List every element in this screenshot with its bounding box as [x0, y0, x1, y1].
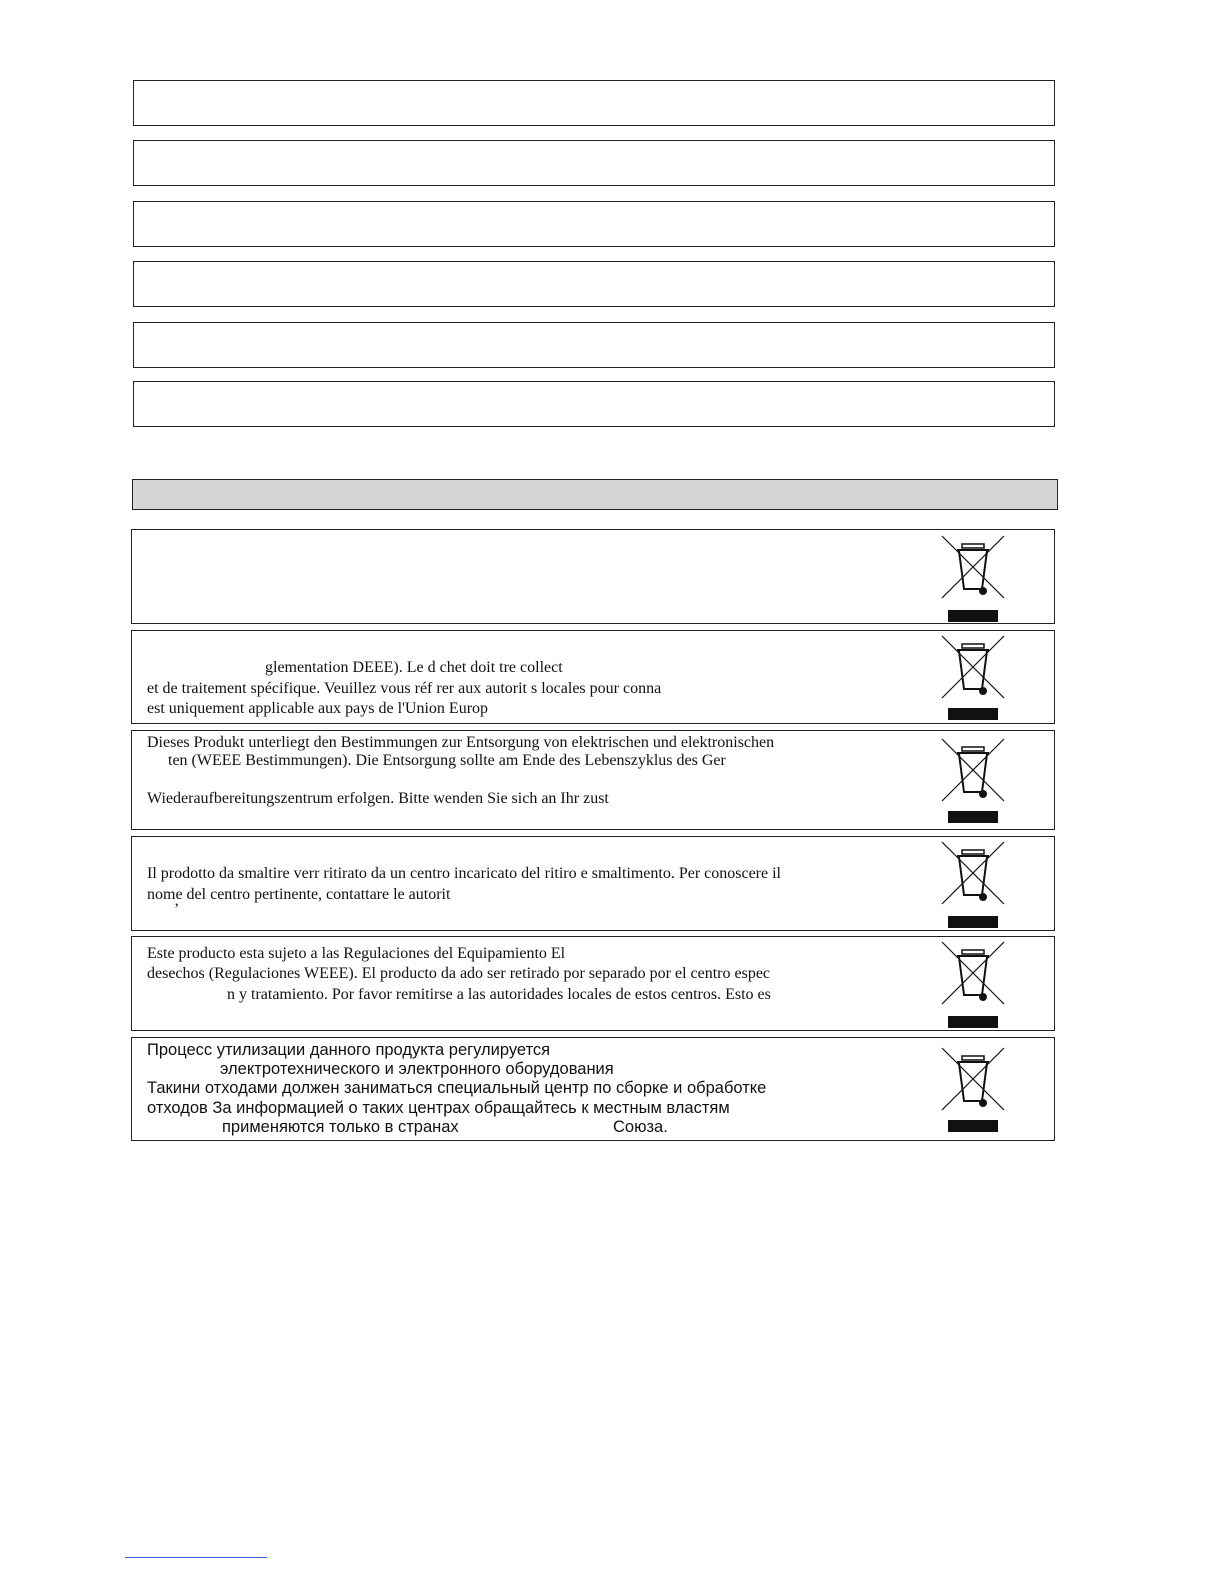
notice-ru-line-4: отходов За информацией о таких центрах обращайтесь к местным властям [147, 1099, 730, 1117]
notice-it-line-2: Il prodotto da smaltire verr ritirato da un centro incaricato del ritiro e smaltimento. Per conoscere il [147, 865, 781, 882]
notice-ru-line-6: Союза. [613, 1118, 668, 1136]
weee-notice-de [131, 730, 1055, 830]
weee-notice-blank [131, 529, 1055, 624]
notice-it-line-4: ’ [174, 901, 180, 918]
weee-notice-ru [131, 1037, 1055, 1141]
crossed-out-wheelie-bin-icon [940, 737, 1006, 829]
crossed-out-wheelie-bin-icon [940, 840, 1006, 932]
notice-de-line-1: Dieses Produkt unterliegt den Bestimmungen zur Entsorgung von elektrischen und elektronischen [147, 734, 775, 751]
weee-notice-es [131, 936, 1055, 1031]
notice-it-line-3: nome del centro pertinente, contattare le autorit [147, 886, 451, 903]
crossed-out-wheelie-bin-icon [940, 940, 1006, 1032]
weee-notice-it [131, 836, 1055, 931]
empty-box-2 [133, 140, 1055, 186]
empty-box-3 [133, 201, 1055, 247]
notice-es-line-1: Este producto esta sujeto a las Regulaciones del Equipamiento El [147, 945, 566, 962]
notice-fr-line-4: est uniquement applicable aux pays de l'Union Europ [147, 700, 489, 717]
empty-box-5 [133, 322, 1055, 368]
notice-ru-line-1: Процесс утилизации данного продукта регулируется [147, 1041, 551, 1059]
crossed-out-wheelie-bin-icon [940, 634, 1006, 726]
notice-es-line-2: desechos (Regulaciones WEEE). El producto da ado ser retirado por separado por el centro espec [147, 965, 771, 982]
notice-fr-line-3: et de traitement spécifique. Veuillez vous réf rer aux autorit s locales pour conna [147, 680, 662, 697]
notice-ru-line-5: применяются только в странах [222, 1118, 459, 1136]
empty-box-4 [133, 261, 1055, 307]
notice-de-line-4: Wiederaufbereitungszentrum erfolgen. Bitte wenden Sie sich an Ihr zust [147, 790, 609, 807]
crossed-out-wheelie-bin-icon [940, 534, 1006, 626]
notice-fr-line-2: glementation DEEE). Le d chet doit tre collect [265, 659, 563, 676]
empty-box-1 [133, 80, 1055, 126]
notice-ru-line-2: электротехнического и электронного оборудования [220, 1060, 614, 1078]
notice-de-line-2: ten (WEEE Bestimmungen). Die Entsorgung sollte am Ende des Lebenszyklus des Ger [168, 752, 726, 769]
notice-es-line-3: n y tratamiento. Por favor remitirse a las autoridades locales de estos centros. Esto es [227, 986, 771, 1003]
weee-notice-fr [131, 630, 1055, 724]
notice-ru-line-3: Такини отходами должен заниматься специальный центр по сборке и обработке [147, 1079, 767, 1097]
crossed-out-wheelie-bin-icon [940, 1046, 1006, 1138]
section-header-bar [132, 479, 1058, 510]
footer-rule [125, 1557, 267, 1558]
empty-box-6 [133, 381, 1055, 427]
